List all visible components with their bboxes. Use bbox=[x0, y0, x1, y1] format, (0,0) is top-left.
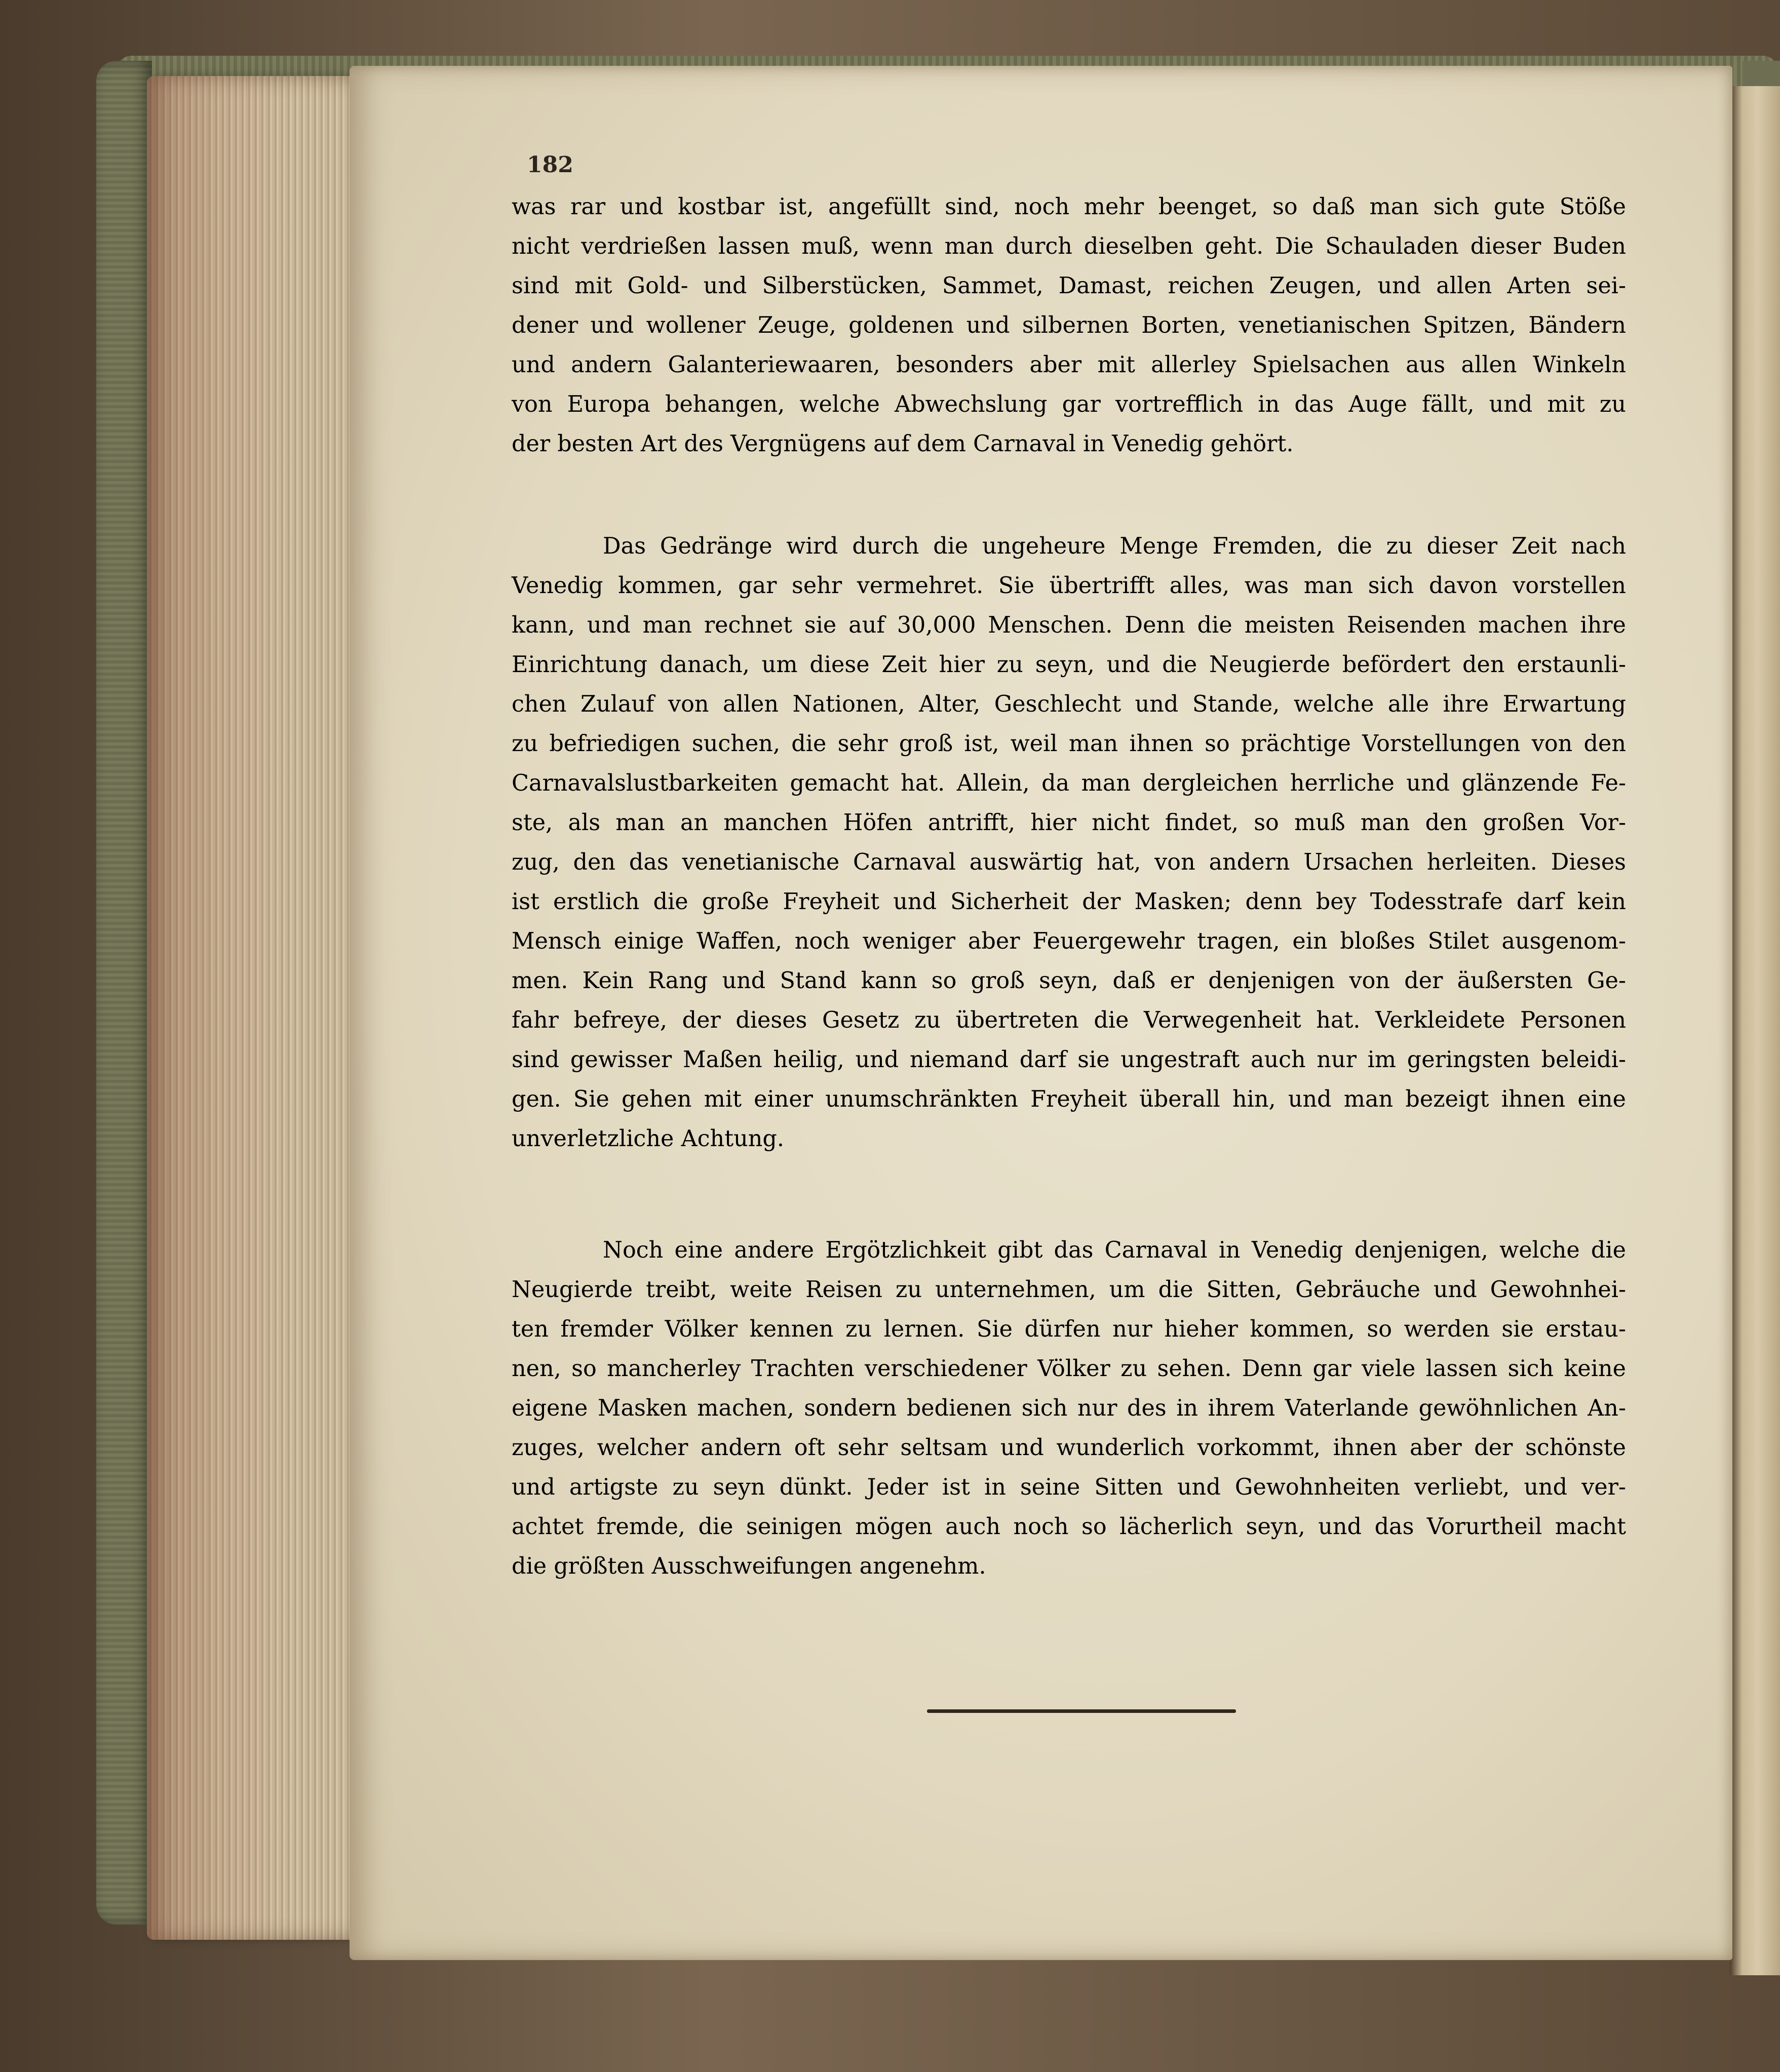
text-line: Einrichtung danach, um diese Zeit hier zu seyn, und die Neugierde befördert den erstaunli- bbox=[512, 652, 1626, 678]
text-line: achtet fremde, die seinigen mögen auch noch so lächerlich seyn, und das Vorurtheil macht bbox=[512, 1514, 1626, 1540]
text-line: ste, als man an manchen Höfen antrifft, hier nicht findet, so muß man den großen Vor- bbox=[512, 810, 1626, 836]
paragraph-2 bbox=[512, 527, 1626, 1159]
text-line: chen Zulauf von allen Nationen, Alter, Geschlecht und Stande, welche alle ihre Erwartung bbox=[512, 691, 1626, 717]
paragraph-1 bbox=[512, 187, 1626, 464]
text-line: zuges, welcher andern oft sehr seltsam und wunderlich vorkommt, ihnen aber der schönste bbox=[512, 1435, 1626, 1461]
text-line: eigene Masken machen, sondern bedienen sich nur des in ihrem Vaterlande gewöhnlichen An- bbox=[512, 1395, 1626, 1421]
end-rule bbox=[927, 1709, 1236, 1713]
text-line: gen. Sie gehen mit einer unumschränkten Freyheit überall hin, und man bezeigt ihnen eine bbox=[512, 1086, 1626, 1112]
text-line: Carnavalslustbarkeiten gemacht hat. Allein, da man dergleichen herrliche und glänzende Fe- bbox=[512, 770, 1626, 796]
text-line: sind mit Gold- und Silberstücken, Sammet, Damast, reichen Zeugen, und allen Arten sei- bbox=[512, 273, 1626, 299]
text-line: sind gewisser Maßen heilig, und niemand darf sie ungestraft auch nur im geringsten beleidi- bbox=[512, 1047, 1626, 1073]
text-line: Noch eine andere Ergötzlichkeit gibt das Carnaval in Venedig denjenigen, welche die bbox=[603, 1237, 1626, 1263]
text-line: kann, und man rechnet sie auf 30,000 Menschen. Denn die meisten Reisenden machen ihre bbox=[512, 612, 1626, 638]
book-cover-spine bbox=[96, 61, 152, 1925]
text-line: nicht verdrießen lassen muß, wenn man durch dieselben geht. Die Schauladen dieser Buden bbox=[512, 233, 1626, 259]
text-line: der besten Art des Vergnügens auf dem Carnaval in Venedig gehört. bbox=[512, 431, 1294, 457]
text-line: Das Gedränge wird durch die ungeheure Menge Fremden, die zu dieser Zeit nach bbox=[603, 533, 1626, 559]
text-line: unverletzliche Achtung. bbox=[512, 1126, 785, 1152]
text-line: und andern Galanteriewaaren, besonders aber mit allerley Spielsachen aus allen Winkeln bbox=[512, 352, 1626, 378]
text-line: von Europa behangen, welche Abwechslung gar vortrefflich in das Auge fällt, und mit zu bbox=[512, 392, 1626, 417]
page-edges-shade bbox=[147, 76, 360, 1940]
text-line: Neugierde treibt, weite Reisen zu unternehmen, um die Sitten, Gebräuche und Gewohnhei- bbox=[512, 1277, 1626, 1303]
text-line: ist erstlich die große Freyheit und Sicherheit der Masken; denn bey Todesstrafe darf kein bbox=[512, 889, 1626, 915]
page-number: 182 bbox=[527, 152, 573, 178]
text-line: was rar und kostbar ist, angefüllt sind, noch mehr beenget, so daß man sich gute Stöße bbox=[512, 194, 1626, 220]
text-line: ten fremder Völker kennen zu lernen. Sie dürfen nur hieher kommen, so werden sie erstau- bbox=[512, 1316, 1626, 1342]
text-line: die größten Ausschweifungen angenehm. bbox=[512, 1553, 986, 1579]
paragraph-3 bbox=[512, 1231, 1626, 1586]
text-line: dener und wollener Zeuge, goldenen und silbernen Borten, venetianischen Spitzen, Bändern bbox=[512, 312, 1626, 338]
text-line: fahr befreye, der dieses Gesetz zu übertreten die Verwegenheit hat. Verkleidete Personen bbox=[512, 1007, 1626, 1033]
text-line: zug, den das venetianische Carnaval auswärtig hat, von andern Ursachen herleiten. Dieses bbox=[512, 849, 1626, 875]
facing-page-edge bbox=[1730, 86, 1780, 1975]
text-line: men. Kein Rang und Stand kann so groß seyn, daß er denjenigen von der äußersten Ge- bbox=[512, 968, 1626, 994]
text-line: nen, so mancherley Trachten verschiedener Völker zu sehen. Denn gar viele lassen sich keine bbox=[512, 1356, 1626, 1382]
text-line: Mensch einige Waffen, noch weniger aber Feuergewehr tragen, ein bloßes Stilet ausgenom- bbox=[512, 928, 1626, 954]
text-line: zu befriedigen suchen, die sehr groß ist, weil man ihnen so prächtige Vorstellungen von den bbox=[512, 731, 1626, 757]
text-line: Venedig kommen, gar sehr vermehret. Sie übertrifft alles, was man sich davon vorstellen bbox=[512, 573, 1626, 599]
text-line: und artigste zu seyn dünkt. Jeder ist in seine Sitten und Gewohnheiten verliebt, und ver- bbox=[512, 1474, 1626, 1500]
